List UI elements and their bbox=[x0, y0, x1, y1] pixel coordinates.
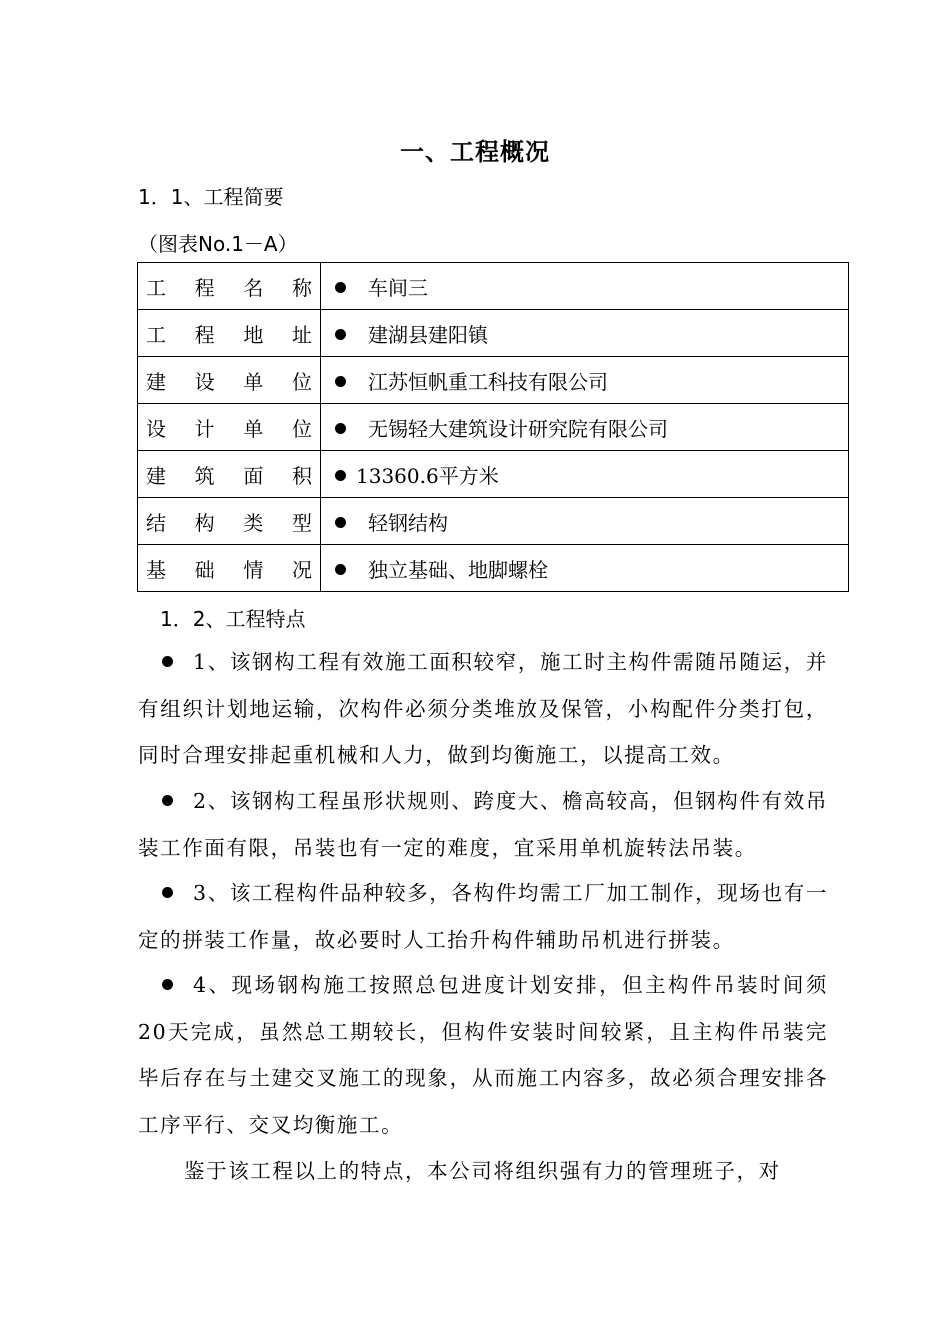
row-label bbox=[138, 451, 321, 498]
bullet-icon bbox=[335, 423, 346, 434]
project-info-table bbox=[137, 262, 849, 592]
feature-paragraph bbox=[138, 778, 828, 871]
table-row bbox=[138, 310, 849, 357]
row-label bbox=[138, 263, 321, 310]
label-char: 单 bbox=[243, 416, 264, 441]
row-value-text: 无锡轻大建筑设计研究院有限公司 bbox=[368, 416, 668, 441]
row-label bbox=[138, 357, 321, 404]
label-char: 筑 bbox=[194, 463, 215, 488]
label-char: 设 bbox=[194, 369, 215, 394]
label-char: 况 bbox=[291, 557, 312, 582]
row-label bbox=[138, 404, 321, 451]
label-char: 位 bbox=[291, 416, 312, 441]
row-value bbox=[321, 263, 849, 310]
label-char: 类 bbox=[243, 510, 264, 535]
feature-text: 3、该工程构件品种较多，各构件均需工厂加工制作，现场也有一定的拼装工作量，故必要时人工抬升构件辅助吊机进行拼装。 bbox=[138, 881, 828, 952]
row-label bbox=[138, 310, 321, 357]
bullet-icon bbox=[162, 979, 173, 990]
label-char: 构 bbox=[194, 510, 215, 535]
closing-paragraph: 鉴于该工程以上的特点，本公司将组织强有力的管理班子，对 bbox=[184, 1159, 781, 1183]
row-value-text: 建湖县建阳镇 bbox=[368, 322, 488, 347]
label-char: 名 bbox=[243, 275, 264, 300]
label-char: 建 bbox=[146, 369, 166, 394]
label-char: 计 bbox=[194, 416, 215, 441]
section-heading-1-1: 1．1、工程简要 bbox=[138, 185, 284, 209]
bullet-icon bbox=[162, 656, 173, 667]
table-row bbox=[138, 451, 849, 498]
feature-text: 4、现场钢构施工按照总包进度计划安排，但主构件吊装时间须20天完成，虽然总工期较长，但构件安装时间较紧，且主构件吊装完毕后存在与土建交叉施工的现象，从而施工内容多，故必须合理安排各工序平行、交叉均衡施工。 bbox=[138, 973, 828, 1137]
bullet-icon bbox=[162, 795, 173, 806]
bullet-icon bbox=[335, 329, 346, 340]
feature-paragraph bbox=[138, 639, 828, 779]
label-char: 情 bbox=[243, 557, 264, 582]
row-value-text: 独立基础、地脚螺栓 bbox=[368, 557, 548, 582]
row-label bbox=[138, 545, 321, 592]
label-char: 程 bbox=[194, 322, 215, 347]
label-char: 工 bbox=[146, 275, 166, 300]
row-value bbox=[321, 357, 849, 404]
table-caption: （图表No.1－A） bbox=[138, 232, 298, 256]
table-row bbox=[138, 357, 849, 404]
label-char: 面 bbox=[243, 463, 264, 488]
label-char: 基 bbox=[146, 557, 166, 582]
row-value bbox=[321, 545, 849, 592]
page-title: 一、工程概况 bbox=[400, 138, 550, 166]
label-char: 单 bbox=[243, 369, 264, 394]
row-label bbox=[138, 498, 321, 545]
label-char: 地 bbox=[243, 322, 264, 347]
section-heading-1-2: 1．2、工程特点 bbox=[160, 607, 306, 631]
label-char: 结 bbox=[146, 510, 166, 535]
label-char: 础 bbox=[194, 557, 215, 582]
row-value bbox=[321, 310, 849, 357]
label-char: 称 bbox=[291, 275, 312, 300]
bullet-icon bbox=[335, 564, 346, 575]
table-row bbox=[138, 545, 849, 592]
row-value bbox=[321, 498, 849, 545]
row-value-text: 13360.6平方米 bbox=[356, 463, 499, 488]
label-char: 程 bbox=[194, 275, 215, 300]
bullet-icon bbox=[335, 517, 346, 528]
feature-paragraph bbox=[138, 962, 828, 1148]
table-row bbox=[138, 263, 849, 310]
row-value bbox=[321, 404, 849, 451]
bullet-icon bbox=[335, 282, 346, 293]
row-value-text: 轻钢结构 bbox=[368, 510, 448, 535]
bullet-icon bbox=[335, 376, 346, 387]
row-value-text: 江苏恒帆重工科技有限公司 bbox=[368, 369, 608, 394]
table-row bbox=[138, 498, 849, 545]
label-char: 积 bbox=[291, 463, 312, 488]
label-char: 址 bbox=[291, 322, 312, 347]
row-value bbox=[321, 451, 849, 498]
feature-text: 2、该钢构工程虽形状规则、跨度大、檐高较高，但钢构件有效吊装工作面有限，吊装也有一定的难度，宜采用单机旋转法吊装。 bbox=[138, 789, 828, 860]
feature-text: 1、该钢构工程有效施工面积较窄，施工时主构件需随吊随运，并有组织计划地运输，次构件必须分类堆放及保管，小构配件分类打包，同时合理安排起重机械和人力，做到均衡施工，以提高工效。 bbox=[138, 650, 828, 767]
label-char: 型 bbox=[291, 510, 312, 535]
bullet-icon bbox=[162, 887, 173, 898]
label-char: 工 bbox=[146, 322, 166, 347]
label-char: 设 bbox=[146, 416, 166, 441]
table-row bbox=[138, 404, 849, 451]
label-char: 位 bbox=[291, 369, 312, 394]
bullet-icon bbox=[335, 470, 346, 481]
label-char: 建 bbox=[146, 463, 166, 488]
feature-paragraph bbox=[138, 870, 828, 963]
row-value-text: 车间三 bbox=[368, 275, 428, 300]
